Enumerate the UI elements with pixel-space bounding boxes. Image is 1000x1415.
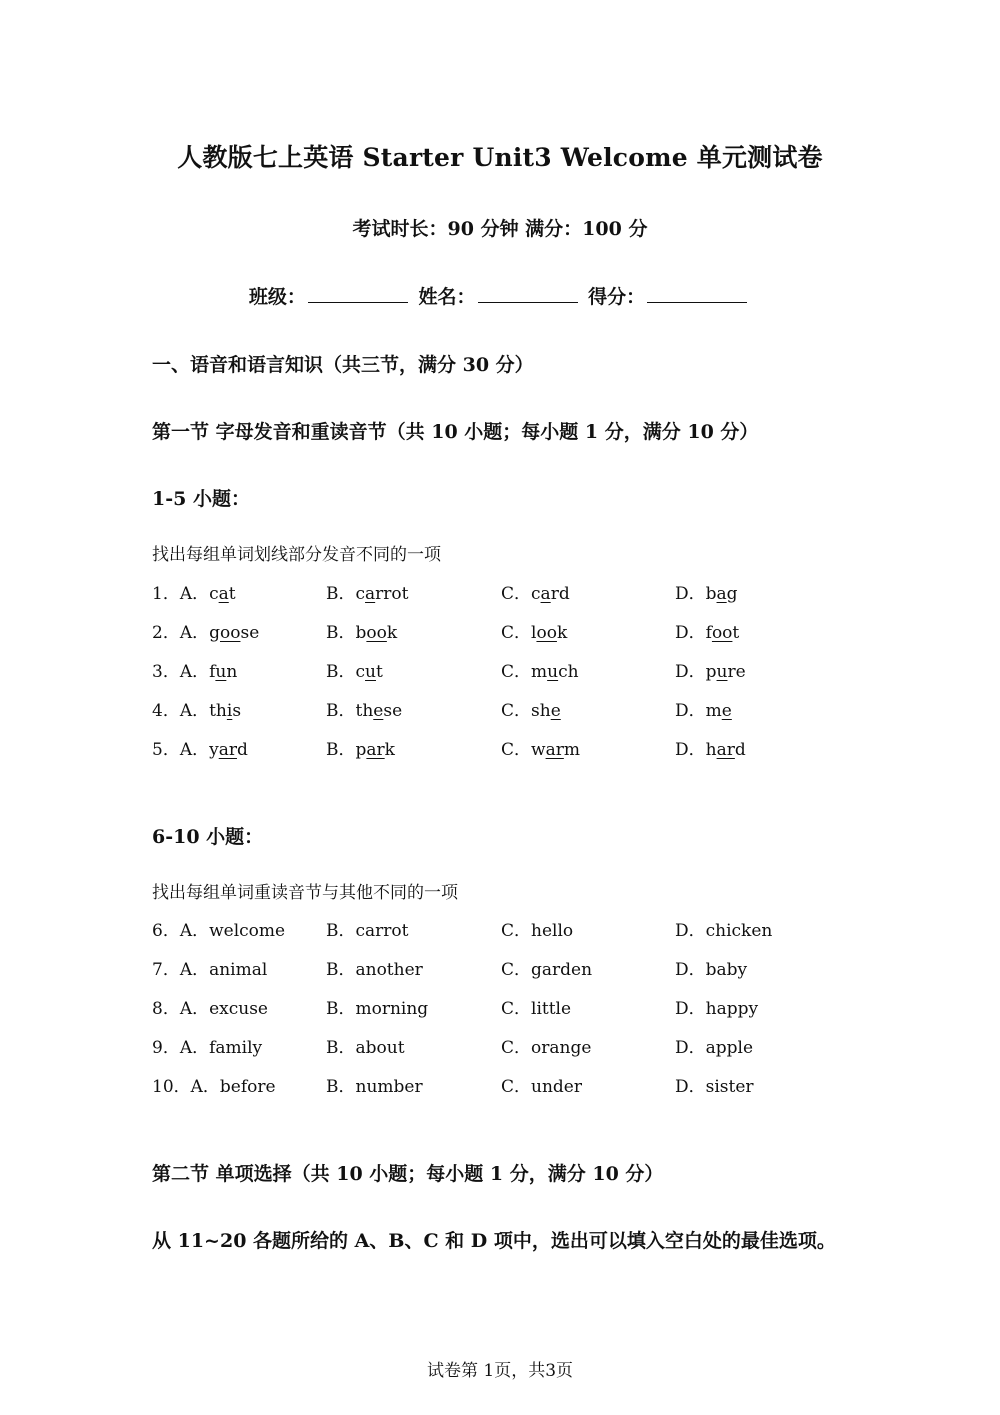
word-part: t — [732, 623, 740, 643]
word-part: h — [705, 740, 717, 760]
name-blank[interactable] — [478, 284, 578, 303]
word-part: m — [705, 701, 722, 721]
option-d: D．apple — [675, 1038, 754, 1058]
question-row — [152, 618, 852, 642]
question-row — [152, 994, 852, 1018]
exam-info: 考试时长：90 分钟 满分：100 分 — [352, 218, 648, 240]
word-part: th — [355, 701, 374, 721]
option-d: D．chicken — [675, 921, 773, 941]
option-letter: B． — [326, 623, 356, 643]
underlined-letters: e — [550, 701, 561, 721]
option-c: C．garden — [501, 960, 593, 980]
option-d: D．happy — [675, 999, 759, 1019]
option-letter: D． — [675, 740, 706, 760]
word-part: d — [734, 740, 746, 760]
class-blank[interactable] — [308, 284, 408, 303]
word-part: sh — [531, 701, 551, 721]
option-b: B．carrot — [326, 921, 409, 941]
word-part: rd — [550, 584, 570, 604]
group1-heading: 1-5 小题： — [152, 488, 250, 510]
option-b — [326, 696, 402, 721]
word-part: k — [556, 623, 568, 643]
option-b — [326, 579, 409, 604]
option-letter: C． — [501, 740, 532, 760]
option-d — [675, 618, 739, 643]
underlined-letters: oo — [366, 623, 387, 643]
word-part: th — [209, 701, 227, 721]
option-letter: D． — [675, 584, 706, 604]
underlined-letters: oo — [711, 623, 733, 643]
word-part: m — [531, 662, 548, 682]
option-b: B．another — [326, 960, 423, 980]
option-letter: C． — [501, 623, 532, 643]
word-part: p — [705, 662, 717, 682]
page-title: 人教版七上英语 Starter Unit3 Welcome 单元测试卷 — [177, 143, 823, 172]
word-part: l — [531, 623, 537, 643]
word-part: k — [386, 623, 398, 643]
underlined-letters: a — [540, 584, 551, 604]
underlined-letters: a — [365, 584, 376, 604]
word-part: n — [226, 662, 238, 682]
option-c — [501, 618, 567, 643]
page-footer: 试卷第 1页，共3页 — [426, 1361, 574, 1381]
option-a: 8．A．excuse — [152, 999, 268, 1019]
word-part: t — [375, 662, 383, 682]
class-label: 班级： — [248, 286, 306, 308]
underlined-letters: ar — [545, 740, 564, 760]
option-c: C．little — [501, 999, 572, 1019]
underlined-letters: i — [226, 701, 233, 721]
word-part: m — [563, 740, 580, 760]
word-part: d — [236, 740, 248, 760]
option-d — [675, 696, 732, 721]
option-a — [152, 657, 237, 682]
score-blank[interactable] — [647, 284, 747, 303]
word-part: t — [228, 584, 236, 604]
option-d — [675, 579, 738, 604]
option-d — [675, 735, 746, 760]
underlined-letters: u — [215, 662, 227, 682]
option-letter: B． — [326, 701, 356, 721]
part1-heading: 一、语音和语言知识（共三节，满分 30 分） — [152, 354, 534, 376]
underlined-letters: u — [547, 662, 559, 682]
word-part: c — [209, 584, 219, 604]
word-part: p — [355, 740, 367, 760]
option-letter: D． — [675, 662, 706, 682]
underlined-letters: e — [721, 701, 732, 721]
option-c — [501, 579, 570, 604]
word-part: se — [383, 701, 403, 721]
underlined-letters: u — [716, 662, 728, 682]
word-part: se — [240, 623, 260, 643]
word-part: s — [232, 701, 242, 721]
option-letter: B． — [326, 584, 356, 604]
option-b: B．about — [326, 1038, 405, 1058]
question-row — [152, 657, 852, 681]
underlined-letters: oo — [219, 623, 241, 643]
question-row — [152, 696, 852, 720]
option-c: C．under — [501, 1077, 582, 1097]
option-b — [326, 657, 383, 682]
score-label: 得分： — [588, 286, 646, 308]
underlined-letters: u — [365, 662, 376, 682]
word-part: ch — [558, 662, 579, 682]
option-a — [152, 618, 259, 643]
option-letter: C． — [501, 584, 532, 604]
question-number: 3．A． — [152, 662, 210, 682]
word-part: g — [209, 623, 220, 643]
question-number: 1．A． — [152, 584, 210, 604]
section1-heading: 第一节 字母发音和重读音节（共 10 小题；每小题 1 分，满分 10 分） — [152, 421, 759, 443]
word-part: f — [209, 662, 216, 682]
option-letter: B． — [326, 662, 356, 682]
question-row — [152, 735, 852, 759]
question-row — [152, 1072, 852, 1096]
option-a — [152, 579, 236, 604]
option-letter: D． — [675, 701, 706, 721]
word-part: f — [705, 623, 712, 643]
question-number: 4．A． — [152, 701, 210, 721]
option-c: C．hello — [501, 921, 574, 941]
option-c — [501, 735, 580, 760]
option-b: B．number — [326, 1077, 423, 1097]
option-c — [501, 657, 579, 682]
option-c: C．orange — [501, 1038, 592, 1058]
option-d: D．baby — [675, 960, 748, 980]
question-row — [152, 916, 852, 940]
question-number: 2．A． — [152, 623, 210, 643]
group2-heading: 6-10 小题： — [152, 826, 264, 848]
option-a: 6．A．welcome — [152, 921, 286, 941]
option-b — [326, 618, 397, 643]
question-number: 5．A． — [152, 740, 210, 760]
option-letter: B． — [326, 740, 356, 760]
word-part: c — [355, 662, 366, 682]
word-part: rrot — [375, 584, 409, 604]
option-a: 9．A．family — [152, 1038, 263, 1058]
underlined-letters: a — [716, 584, 727, 604]
option-letter: C． — [501, 701, 532, 721]
option-d: D．sister — [675, 1077, 754, 1097]
underlined-letters: ar — [716, 740, 735, 760]
option-d — [675, 657, 746, 682]
word-part: re — [727, 662, 746, 682]
word-part: k — [384, 740, 395, 760]
section2-heading: 第二节 单项选择（共 10 小题；每小题 1 分，满分 10 分） — [152, 1163, 664, 1185]
question-row — [152, 579, 852, 603]
student-info-fields — [0, 282, 1000, 309]
question-row — [152, 955, 852, 979]
option-a: 7．A．animal — [152, 960, 268, 980]
option-letter: D． — [675, 623, 706, 643]
word-part: g — [726, 584, 738, 604]
underlined-letters: e — [373, 701, 384, 721]
option-b: B．morning — [326, 999, 429, 1019]
word-part: b — [355, 623, 367, 643]
group2-instruction: 找出每组单词重读音节与其他不同的一项 — [152, 883, 458, 903]
word-part: y — [209, 740, 219, 760]
option-a — [152, 735, 248, 760]
name-label: 姓名： — [418, 286, 476, 308]
underlined-letters: a — [218, 584, 229, 604]
section2-instruction: 从 11~20 各题所给的 A、B、C 和 D 项中，选出可以填入空白处的最佳选项。 — [152, 1230, 836, 1252]
word-part: w — [531, 740, 546, 760]
question-row — [152, 1033, 852, 1057]
word-part: c — [355, 584, 366, 604]
option-b — [326, 735, 395, 760]
option-a — [152, 696, 241, 721]
word-part: b — [705, 584, 717, 604]
option-a: 10．A．before — [152, 1077, 276, 1097]
word-part: c — [531, 584, 541, 604]
underlined-letters: ar — [366, 740, 385, 760]
underlined-letters: ar — [218, 740, 237, 760]
option-letter: C． — [501, 662, 532, 682]
underlined-letters: oo — [536, 623, 557, 643]
group1-instruction: 找出每组单词划线部分发音不同的一项 — [152, 545, 441, 565]
option-c — [501, 696, 561, 721]
